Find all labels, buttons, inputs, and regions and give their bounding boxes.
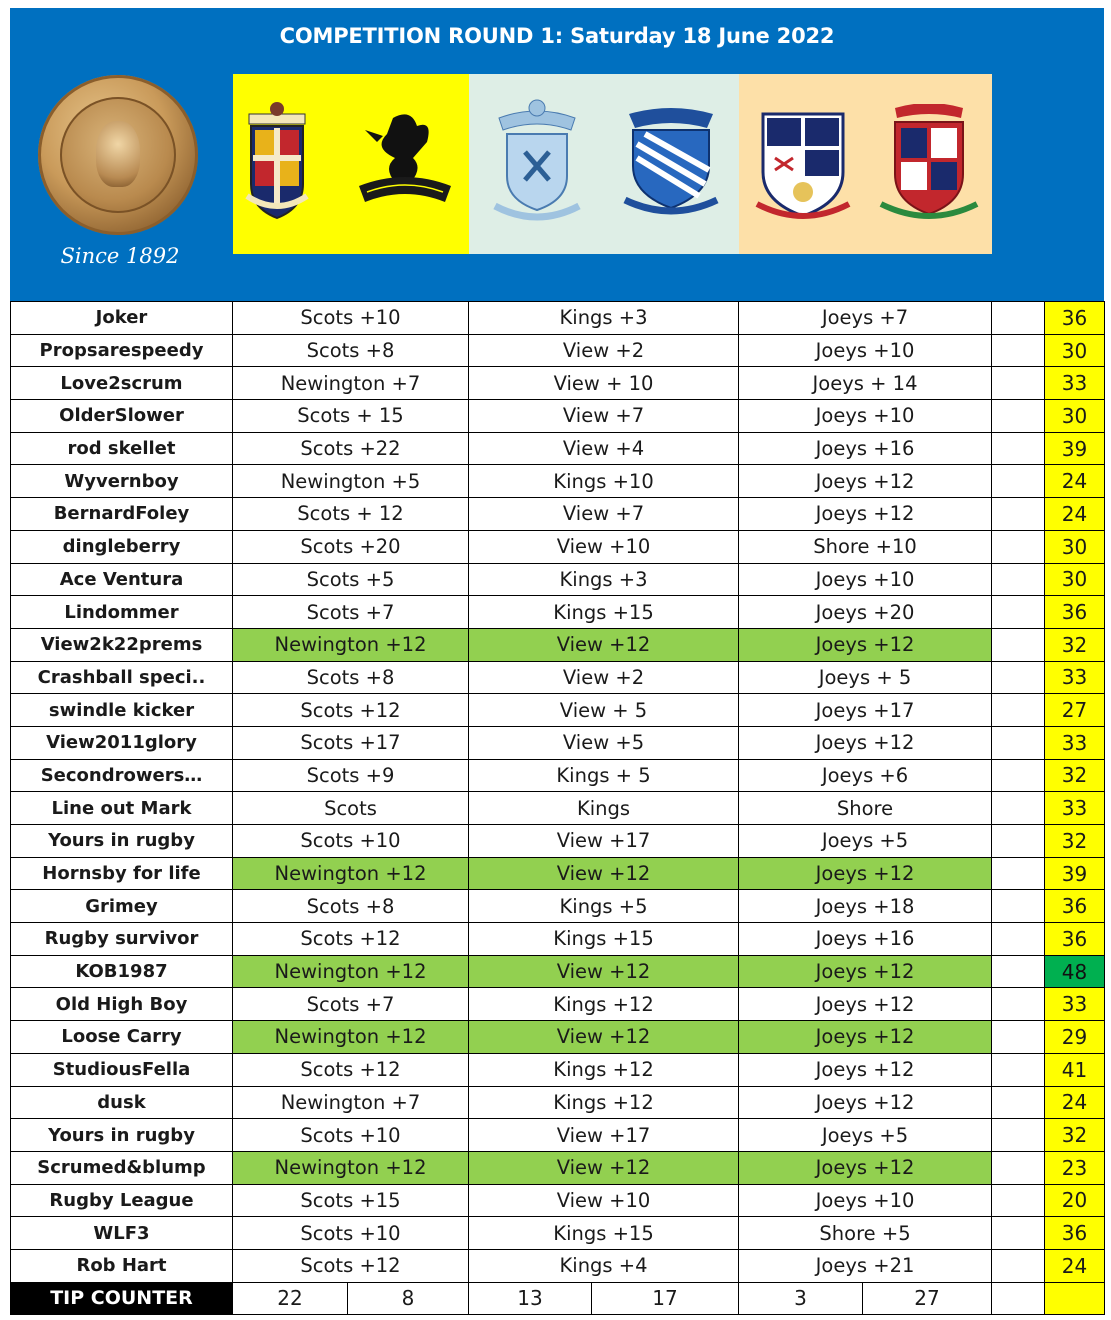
tip-match-2: Kings	[469, 792, 739, 825]
tip-match-2: Kings +15	[469, 1217, 739, 1250]
spacer-cell	[992, 1086, 1045, 1119]
table-row	[11, 596, 1105, 629]
tip-match-1: Scots +12	[233, 1249, 469, 1282]
tip-match-1: Scots +17	[233, 726, 469, 759]
table-row	[11, 1151, 1105, 1184]
table-row	[11, 759, 1105, 792]
table-row	[11, 1021, 1105, 1054]
tipster-name: View2011glory	[11, 726, 233, 759]
st-josephs-crest-icon	[877, 104, 981, 226]
tip-match-1: Newington +5	[233, 465, 469, 498]
tip-match-1: Newington +7	[233, 1086, 469, 1119]
match-panel-1	[233, 74, 469, 254]
score-cell: 24	[1045, 465, 1105, 498]
tip-count-2: 8	[348, 1282, 469, 1315]
tip-match-1: Scots +8	[233, 661, 469, 694]
score-cell: 32	[1045, 628, 1105, 661]
tipster-name: Joker	[11, 302, 233, 335]
tip-match-2: View +12	[469, 1021, 739, 1054]
tipster-name: Old High Boy	[11, 988, 233, 1021]
tip-match-3: Joeys +12	[739, 1053, 992, 1086]
table-row	[11, 628, 1105, 661]
score-cell: 30	[1045, 563, 1105, 596]
table-row	[11, 661, 1105, 694]
tipster-name: rod skellet	[11, 432, 233, 465]
score-cell: 27	[1045, 694, 1105, 727]
tipster-name: BernardFoley	[11, 498, 233, 531]
table-row	[11, 334, 1105, 367]
tip-match-3: Joeys +20	[739, 596, 992, 629]
score-cell: 36	[1045, 596, 1105, 629]
tipster-name: Wyvernboy	[11, 465, 233, 498]
tip-match-3: Joeys +6	[739, 759, 992, 792]
tip-match-3: Joeys +10	[739, 334, 992, 367]
tipster-name: Lindommer	[11, 596, 233, 629]
score-cell: 30	[1045, 530, 1105, 563]
spacer-cell	[992, 955, 1045, 988]
tip-match-3: Joeys +21	[739, 1249, 992, 1282]
tip-match-1: Newington +12	[233, 955, 469, 988]
table-row	[11, 1217, 1105, 1250]
score-cell: 33	[1045, 367, 1105, 400]
spacer-cell	[992, 334, 1045, 367]
scots-college-crest-icon	[245, 100, 309, 222]
tip-match-1: Scots +8	[233, 890, 469, 923]
table-row	[11, 498, 1105, 531]
tipster-name: Rugby survivor	[11, 923, 233, 956]
spacer-cell	[992, 1119, 1045, 1152]
tip-match-1: Scots +20	[233, 530, 469, 563]
tipster-name: Ace Ventura	[11, 563, 233, 596]
tipster-name: dingleberry	[11, 530, 233, 563]
spacer-cell	[992, 792, 1045, 825]
tipster-name: StudiousFella	[11, 1053, 233, 1086]
score-cell: 20	[1045, 1184, 1105, 1217]
tip-match-1: Scots +15	[233, 1184, 469, 1217]
tip-match-2: Kings +12	[469, 1053, 739, 1086]
score-cell: 32	[1045, 759, 1105, 792]
score-cell: 30	[1045, 334, 1105, 367]
table-row	[11, 1053, 1105, 1086]
tipster-name: Crashball speci..	[11, 661, 233, 694]
tip-counter-label: TIP COUNTER	[11, 1282, 233, 1315]
tip-match-2: View +2	[469, 334, 739, 367]
tip-match-3: Joeys +12	[739, 1086, 992, 1119]
tipster-name: Rob Hart	[11, 1249, 233, 1282]
spacer-cell	[992, 1282, 1045, 1315]
spacer-cell	[992, 1053, 1045, 1086]
match-panel-3	[739, 74, 992, 254]
tip-match-1: Scots +12	[233, 923, 469, 956]
tip-match-3: Joeys + 14	[739, 367, 992, 400]
tipping-table	[10, 301, 1105, 1315]
spacer-cell	[992, 1151, 1045, 1184]
spacer-cell	[992, 694, 1045, 727]
table-row	[11, 465, 1105, 498]
score-cell: 32	[1045, 825, 1105, 858]
tip-match-2: View +12	[469, 955, 739, 988]
riverview-crest-icon	[615, 104, 727, 216]
tipster-name: WLF3	[11, 1217, 233, 1250]
spacer-cell	[992, 1184, 1045, 1217]
tip-match-3: Joeys +12	[739, 1151, 992, 1184]
tip-match-1: Scots +8	[233, 334, 469, 367]
score-cell: 36	[1045, 923, 1105, 956]
tipster-name: Love2scrum	[11, 367, 233, 400]
spacer-cell	[992, 530, 1045, 563]
table-row	[11, 400, 1105, 433]
spacer-cell	[992, 367, 1045, 400]
tip-match-3: Joeys +12	[739, 726, 992, 759]
tip-match-1: Newington +12	[233, 628, 469, 661]
tip-match-2: Kings +15	[469, 596, 739, 629]
tipster-name: View2k22prems	[11, 628, 233, 661]
tip-match-1: Scots +10	[233, 302, 469, 335]
table-row	[11, 302, 1105, 335]
score-cell: 39	[1045, 857, 1105, 890]
table-row	[11, 923, 1105, 956]
score-cell: 29	[1045, 1021, 1105, 1054]
spacer-cell	[992, 857, 1045, 890]
tip-counter-row	[11, 1282, 1105, 1315]
page-title: COMPETITION ROUND 1: Saturday 18 June 2022	[279, 24, 835, 48]
tip-count-6: 27	[863, 1282, 992, 1315]
tip-match-2: Kings + 5	[469, 759, 739, 792]
tipster-name: KOB1987	[11, 955, 233, 988]
spacer-cell	[992, 596, 1045, 629]
tip-match-2: Kings +12	[469, 988, 739, 1021]
table-row	[11, 825, 1105, 858]
spacer-cell	[992, 1249, 1045, 1282]
table-row	[11, 563, 1105, 596]
tipster-name: Loose Carry	[11, 1021, 233, 1054]
tip-match-3: Joeys +16	[739, 432, 992, 465]
tip-match-1: Scots +22	[233, 432, 469, 465]
tip-match-2: Kings +3	[469, 302, 739, 335]
tip-match-1: Newington +12	[233, 1151, 469, 1184]
spacer-cell	[992, 465, 1045, 498]
tip-match-3: Joeys +10	[739, 1184, 992, 1217]
spacer-cell	[992, 759, 1045, 792]
spacer-cell	[992, 628, 1045, 661]
tipster-name: dusk	[11, 1086, 233, 1119]
tip-match-3: Shore +10	[739, 530, 992, 563]
table-row	[11, 1249, 1105, 1282]
tip-match-3: Joeys + 5	[739, 661, 992, 694]
table-row	[11, 792, 1105, 825]
spacer-cell	[992, 726, 1045, 759]
spacer-cell	[992, 563, 1045, 596]
score-cell: 36	[1045, 890, 1105, 923]
tip-match-3: Joeys +12	[739, 857, 992, 890]
tip-match-1: Scots +10	[233, 1119, 469, 1152]
tip-match-2: View + 10	[469, 367, 739, 400]
tip-match-2: View +10	[469, 1184, 739, 1217]
spacer-cell	[992, 988, 1045, 1021]
tip-match-1: Scots +10	[233, 825, 469, 858]
tip-match-2: View +2	[469, 661, 739, 694]
tip-match-3: Joeys +12	[739, 628, 992, 661]
score-cell: 32	[1045, 1119, 1105, 1152]
newington-crest-icon	[353, 108, 457, 208]
table-row	[11, 726, 1105, 759]
score-cell: 23	[1045, 1151, 1105, 1184]
tipster-name: Line out Mark	[11, 792, 233, 825]
gps-medal-logo-icon	[38, 75, 198, 235]
score-cell: 41	[1045, 1053, 1105, 1086]
spacer-cell	[992, 890, 1045, 923]
tip-match-3: Joeys +12	[739, 465, 992, 498]
tip-match-3: Joeys +10	[739, 400, 992, 433]
spacer-cell	[992, 432, 1045, 465]
tip-match-2: View +17	[469, 1119, 739, 1152]
score-cell: 36	[1045, 1217, 1105, 1250]
score-cell: 48	[1045, 955, 1105, 988]
tip-match-1: Scots	[233, 792, 469, 825]
table-row	[11, 1184, 1105, 1217]
tip-match-1: Scots +10	[233, 1217, 469, 1250]
counter-score-cell	[1045, 1282, 1105, 1315]
tip-match-2: Kings +4	[469, 1249, 739, 1282]
tip-match-3: Shore +5	[739, 1217, 992, 1250]
tip-match-3: Joeys +12	[739, 498, 992, 531]
tip-match-1: Scots + 15	[233, 400, 469, 433]
score-cell: 33	[1045, 792, 1105, 825]
header-banner	[10, 8, 1104, 301]
tip-match-3: Joeys +5	[739, 1119, 992, 1152]
spacer-cell	[992, 498, 1045, 531]
tip-match-1: Scots +7	[233, 988, 469, 1021]
tip-match-2: Kings +10	[469, 465, 739, 498]
tip-match-2: Kings +15	[469, 923, 739, 956]
tipster-name: Propsarespeedy	[11, 334, 233, 367]
tip-match-3: Joeys +16	[739, 923, 992, 956]
table-row	[11, 432, 1105, 465]
score-cell: 33	[1045, 988, 1105, 1021]
spacer-cell	[992, 661, 1045, 694]
kings-school-crest-icon	[487, 96, 587, 226]
table-row	[11, 890, 1105, 923]
score-cell: 36	[1045, 302, 1105, 335]
tipster-name: Grimey	[11, 890, 233, 923]
table-row	[11, 857, 1105, 890]
tip-match-2: View +12	[469, 628, 739, 661]
score-cell: 39	[1045, 432, 1105, 465]
tipster-name: Scrumed&blump	[11, 1151, 233, 1184]
tip-match-3: Joeys +18	[739, 890, 992, 923]
tip-match-2: View +12	[469, 1151, 739, 1184]
table-row	[11, 1086, 1105, 1119]
tip-match-1: Scots +12	[233, 694, 469, 727]
tip-count-4: 17	[592, 1282, 739, 1315]
tip-match-1: Scots + 12	[233, 498, 469, 531]
score-cell: 33	[1045, 661, 1105, 694]
tip-match-3: Joeys +12	[739, 1021, 992, 1054]
tip-count-3: 13	[469, 1282, 592, 1315]
tip-match-2: View +10	[469, 530, 739, 563]
tip-match-3: Shore	[739, 792, 992, 825]
tip-match-2: View +5	[469, 726, 739, 759]
tip-match-3: Joeys +12	[739, 988, 992, 1021]
spacer-cell	[992, 1021, 1045, 1054]
tipster-name: Rugby League	[11, 1184, 233, 1217]
tip-match-1: Scots +5	[233, 563, 469, 596]
table-row	[11, 530, 1105, 563]
score-cell: 24	[1045, 1249, 1105, 1282]
since-caption: Since 1892	[60, 244, 180, 268]
tip-match-1: Scots +9	[233, 759, 469, 792]
tip-match-1: Newington +12	[233, 1021, 469, 1054]
medal-face-icon	[96, 121, 140, 187]
table-row	[11, 694, 1105, 727]
tip-match-2: View +12	[469, 857, 739, 890]
score-cell: 24	[1045, 498, 1105, 531]
tip-match-2: Kings +3	[469, 563, 739, 596]
tipster-name: Secondrowers…	[11, 759, 233, 792]
tip-match-3: Joeys +10	[739, 563, 992, 596]
table-row	[11, 988, 1105, 1021]
tip-match-2: Kings +12	[469, 1086, 739, 1119]
sydney-high-crest-icon	[751, 108, 855, 224]
table-row	[11, 1119, 1105, 1152]
tip-count-1: 22	[233, 1282, 348, 1315]
tip-match-2: View +7	[469, 498, 739, 531]
tip-match-2: View +17	[469, 825, 739, 858]
tipster-name: Yours in rugby	[11, 825, 233, 858]
spacer-cell	[992, 400, 1045, 433]
tip-match-2: View +7	[469, 400, 739, 433]
tip-match-2: View +4	[469, 432, 739, 465]
tip-match-1: Newington +7	[233, 367, 469, 400]
tipster-name: Yours in rugby	[11, 1119, 233, 1152]
table-row	[11, 367, 1105, 400]
tipster-name: Hornsby for life	[11, 857, 233, 890]
tip-match-1: Scots +7	[233, 596, 469, 629]
score-cell: 30	[1045, 400, 1105, 433]
tip-match-2: View + 5	[469, 694, 739, 727]
tipster-name: swindle kicker	[11, 694, 233, 727]
spacer-cell	[992, 923, 1045, 956]
tip-match-1: Newington +12	[233, 857, 469, 890]
table-row	[11, 955, 1105, 988]
spacer-cell	[992, 825, 1045, 858]
tip-match-3: Joeys +17	[739, 694, 992, 727]
tip-match-3: Joeys +5	[739, 825, 992, 858]
medal-inner-ring	[60, 97, 176, 213]
tipster-name: OlderSlower	[11, 400, 233, 433]
tip-count-5: 3	[739, 1282, 863, 1315]
score-cell: 33	[1045, 726, 1105, 759]
tip-match-3: Joeys +12	[739, 955, 992, 988]
score-cell: 24	[1045, 1086, 1105, 1119]
match-panel-2	[469, 74, 739, 254]
tip-match-3: Joeys +7	[739, 302, 992, 335]
tip-match-1: Scots +12	[233, 1053, 469, 1086]
tip-match-2: Kings +5	[469, 890, 739, 923]
spacer-cell	[992, 1217, 1045, 1250]
spacer-cell	[992, 302, 1045, 335]
